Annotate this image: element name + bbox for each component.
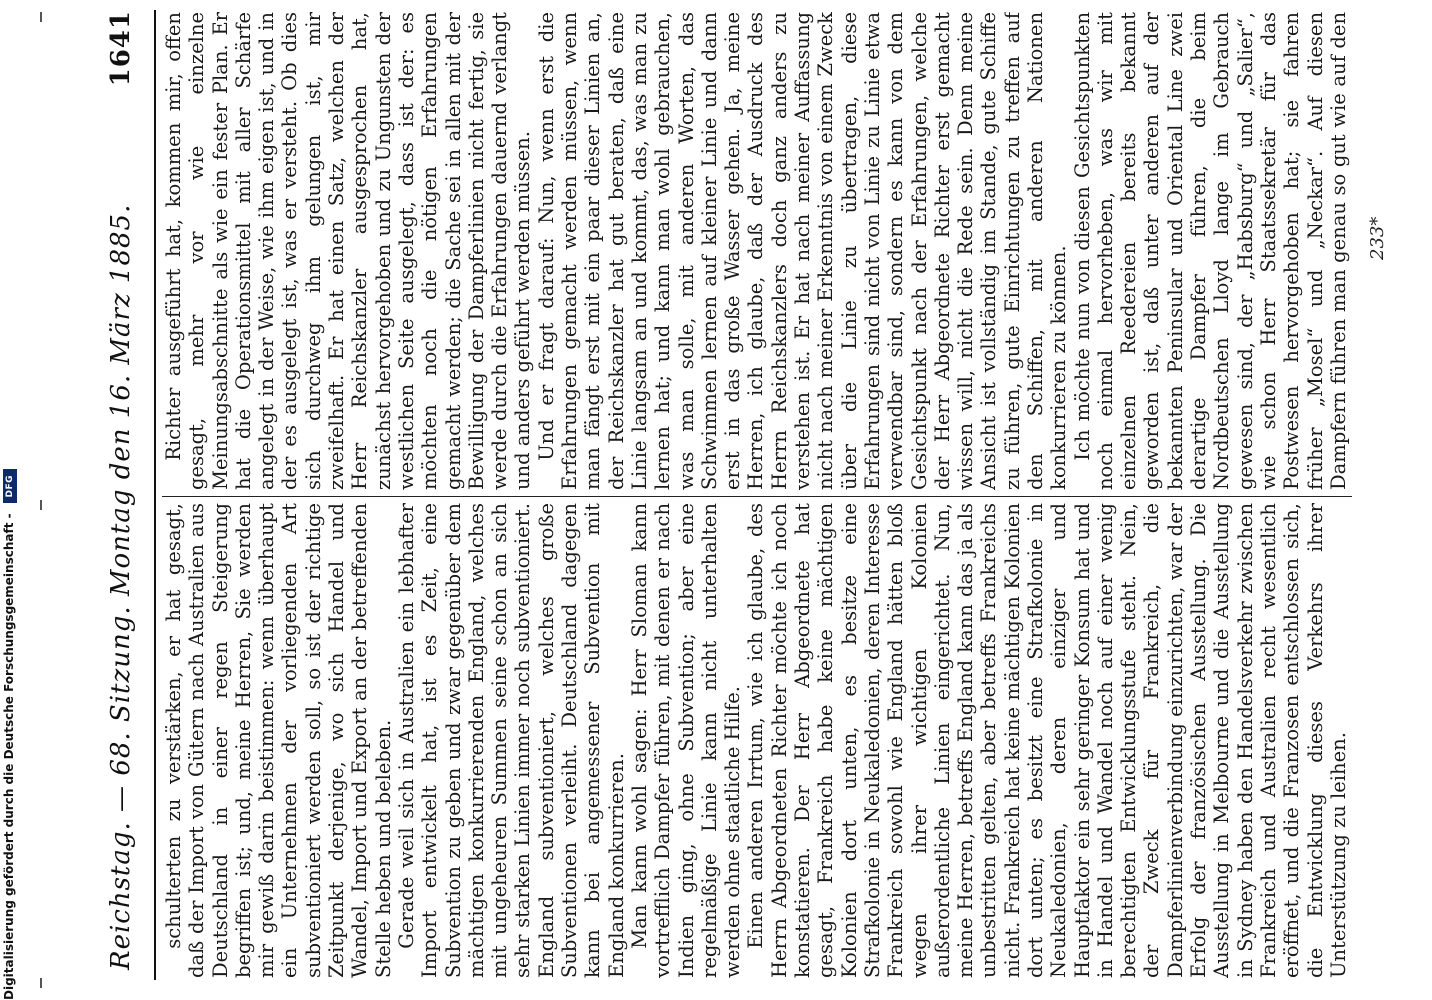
paragraph: schulterten zu verstärken, er hat gesagt, daß der Import von Gütern nach Australien aus Deutschland in einer regen Steigerung begriffen ist; und, meine Herren, Sie werden mir gewiß darin beistimmen: wenn überhaupt ein Unternehmen der vorliegenden Art subventioniert werden soll, so ist der richtige Zeitpunkt derjenige, wo sich Handel und Wandel, Import und Export an der betreffenden Stelle heben und beleben.	[162, 503, 395, 978]
digitization-credit	[2, 20, 18, 1000]
paragraph: Man kann wohl sagen: Herr Sloman kann vortrefflich Dampfer führen, mit denen er nach Indien ging, ohne Subvention; aber eine regelmäßige Linie kann nicht unterhalten werden ohne staatliche Hilfe.	[627, 503, 745, 978]
scan-margin-mark	[40, 500, 42, 510]
digitization-credit-text: Digitalisierung gefördert durch die Deutsche Forschungsgemeinschaft -	[2, 513, 16, 1000]
paragraph: Gerade weil sich in Australien ein lebhafter Import entwickelt hat, ist es Zeit, eine Subvention zu geben und zwar gegenüber dem mächtigen konkurrierenden England, welches mit ungeheuren Summen seine schon an sich sehr starken Linien immer noch subventioniert. England subventioniert, welches große Subventionen verleiht. Deutschland dagegen kann bei angemessener Subvention mit England konkurrieren.	[394, 503, 628, 978]
paragraph	[1350, 503, 1352, 978]
page-number: 1641	[106, 10, 136, 87]
paragraph: Ich möchte nun von diesen Gesichtspunkten noch einmal hervorheben, was wir mit einzelnen Reedereien bereits bekannt geworden ist, daß unter anderen auf der bekannten Peninsular und Oriental Line zwei derartige Dampfer führen, die beim Nordbeutschen Lloyd lange im Gebrauch gewesen sind, der „Habsburg“ und „Salier“, wie schon Herr Staatssekretär für das Postwesen hervorgehoben hat; sie fahren früher „Mosel“ und „Neckar“. Auf diesen Dampfern führen man genau so gut wie auf den	[1070, 12, 1350, 490]
column-divider	[162, 496, 1352, 497]
paragraph: Einen anderen Irrtum, wie ich glaube, des Herrn Abgeordneten Richter möchte ich noch konstatieren. Der Herr Abgeordnete hat gesagt, Frankreich habe keine mächtigen Kolonien dort unten, es besitze eine Strafkolonie in Neukaledonien, deren Interesse Frankreich sowohl wie England hätten bloß wegen ihrer wichtigen Kolonien außerordentliche Linien eingerichtet. Nun, meine Herren, betreffs England kann das ja als unbestritten gelten, aber betreffs Frankreichs nicht. Frankreich hat keine mächtigen Kolonien dort unten; es besitzt eine Strafkolonie in Neukaledonien, deren einziger und Hauptfaktor ein sehr geringer Konsum hat und in Handel und Wandel noch auf einer wenig berechtigten Entwicklungsstufe steht. Nein, der Zweck für Frankreich, die Dampferlinienverbindung einzurichten, war der Erfolg der französischen Ausstellung. Die Ausstellung in Melbourne und die Ausstellung in Sydney haben den Handelsverkehr zwischen Frankreich und Australien recht wesentlich eröffnet, und die Franzosen entschlossen sich, die Entwicklung dieses Verkehrs ihrer Unterstützung zu leihen.	[744, 503, 1350, 978]
digitization-credit-strip	[0, 0, 18, 1000]
running-header-title: Reichstag. — 68. Sitzung. Montag den 16. März 1885.	[106, 203, 136, 970]
running-header	[106, 10, 158, 970]
text-column-left	[162, 503, 1352, 978]
scan-margin-mark	[40, 12, 42, 22]
header-rule	[154, 10, 156, 980]
paragraph: Richter ausgeführt hat, kommen mir, offen gesagt, mehr vor wie einzelne Meinungsabschnitte als wie ein fester Plan. Er hat die Operationsmittel mit aller Schärfe angelegt in der Weise, wie ihm eigen ist, und in der es ausgelegt ist, was er versteht. Ob dies sich durchweg ihm gelungen ist, mir zweifelhaft. Er hat einen Satz, welchen der Herr Reichskanzler ausgesprochen hat, zunächst hervorgehoben und zu Ungunsten der westlichen Seite ausgelegt, dass ist der: es möchten noch die nötigen Erfahrungen gemacht werden; die Sache sei in allen mit der Bewilligung der Dampferlinien nicht fertig, sie werde durch die Erfahrungen dauernd verlangt und anders geführt werden müssen.	[162, 12, 535, 490]
dfg-logo: DFG	[3, 469, 17, 503]
paragraph: Und er fragt darauf: Nun, wenn erst die Erfahrungen gemacht werden müssen, wenn man fängt erst mit ein paar dieser Linien an, der Reichskanzler hat gut beraten, daß eine Linie langsam an und kommt, das, was man zu lernen hat; und kann man wohl gebrauchen, was man solle, mit anderen Worten, das Schwimmen lernen auf kleiner Linie und dann erst in das große Wasser gehen. Ja, meine Herren, ich glaube, daß der Ausdruck des Herrn Reichskanzlers doch ganz anders zu verstehen ist. Er hat nach meiner Auffassung nicht nach meiner Erkenntnis von einem Zweck über die Linie zu übertragen, diese Erfahrungen sind nicht von Linie zu Linie etwa verwendbar sind, sondern es kann von dem Gesichtspunkt nach der Erfahrungen, welche der Herr Abgeordnete Richter erst gemacht wissen will, nicht die Rede sein. Denn meine Ansicht ist vollständig im Stande, gute Schiffe zu führen, gute Einrichtungen zu treffen auf den Schiffen, mit anderen Nationen konkurrieren zu können.	[534, 12, 1071, 490]
scan-margin-mark	[40, 978, 42, 988]
signature-mark: 233*	[1367, 216, 1388, 260]
rotated-page-content	[102, 0, 1402, 1000]
text-column-right	[162, 12, 1352, 490]
